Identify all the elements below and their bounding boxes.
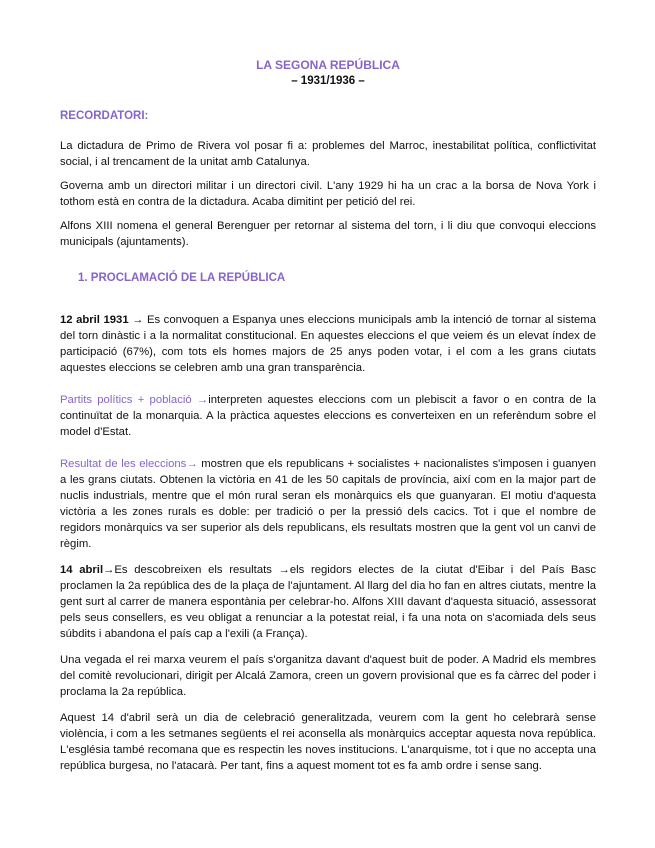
paragraph-lead-date: 14 abril [60, 564, 104, 576]
paragraph-body: interpreten aquestes eleccions com un plebiscit a favor o en contra de la continuïtat de la monarquia. A la pràctica aquestes eleccions es converteixen en un referèndum sobre el model d'Estat. [60, 394, 596, 438]
paragraph-lead-highlight: Resultat de les eleccions→ [60, 458, 198, 470]
recordatori-paragraph-3: Alfons XIII nomena el general Berenguer per retornar al sistema del torn, i li diu que convoqui eleccions municipals (ajuntaments). [60, 220, 596, 248]
section-heading-proclamacio: 1. PROCLAMACIÓ DE LA REPÚBLICA [78, 272, 286, 284]
paragraph-lead-highlight: Partits polítics + població → [60, 394, 209, 406]
recordatori-paragraph-1: La dictadura de Primo de Rivera vol posar fi a: problemes del Marroc, inestabilitat política, conflictivitat social, i al trencament de la unitat amb Catalunya. [60, 140, 596, 168]
recordatori-heading: RECORDATORI: [60, 110, 149, 122]
document-title: LA SEGONA REPÚBLICA [256, 58, 400, 72]
paragraph-body: →Es descobreixen els resultats →els regidors electes de la ciutat d'Eibar i del País Basc proclamen la 2a república des de la plaça de l'ajuntament. Al llarg del dia ho fan en altres ciutats, mentre la gent surt al carrer de manera espontània per celebrar-ho. Alfons XIII davant d'aquesta situació, assessorat pels seus consellers, es veu obligat a renunciar a la potestat reial, i fa una nota on s'acomiada dels seus súbdits i abandona el país cap a l'exili (a França). [60, 564, 597, 640]
paragraph-12-abril [60, 312, 596, 376]
paragraph-lead-date: 12 abril 1931 [60, 314, 129, 326]
paragraph-resultat-eleccions [60, 456, 596, 552]
recordatori-paragraph-2: Governa amb un directori militar i un directori civil. L'any 1929 hi ha un crac a la borsa de Nova York i tothom està en contra de la dictadura. Acaba dimitint per petició del rei. [60, 180, 596, 208]
paragraph-celebracio: Aquest 14 d'abril serà un dia de celebració generalitzada, veurem com la gent ho celebrarà sense violència, i com a les setmanes següents el rei aconsella als monàrquics acceptar aquesta nova república. L'església també recomana que es respectin les noves institucions. L'anarquisme, tot i que no accepta una república burgesa, no l'atacarà. Per tant, fins a aquest moment tot es fa amb ordre i sense sang. [60, 712, 596, 772]
paragraph-14-abril [60, 562, 596, 642]
paragraph-rei-marxa: Una vegada el rei marxa veurem el país s'organitza davant d'aquest buit de poder. A Madrid els membres del comitè revolucionari, dirigit per Alcalá Zamora, creen un govern provisional que es fa càrrec del poder i proclama la 2a república. [60, 654, 596, 698]
document-subtitle: – 1931/1936 – [291, 75, 365, 87]
paragraph-partits-politics [60, 392, 596, 440]
paragraph-body: → Es convoquen a Espanya unes eleccions municipals amb la intenció de tornar al sistema del torn dinàstic i a la normalitat constitucional. En aquestes eleccions el que veiem és un elevat índex de participació (67%), com tots els homes majors de 25 anys poden votar, i el com a les grans ciutats aquestes eleccions se celebren amb una gran transparència. [60, 314, 596, 374]
paragraph-body: mostren que els republicans + socialistes + nacionalistes s'imposen i guanyen a les grans ciutats. Obtenen la victòria en 41 de les 50 capitals de província, així com en la major part de nuclis industrials, mentre que el món rural seran els monàrquics els que guanyaran. El motiu d'aquesta victòria a les zones rurals es doble: per tradició o per la pressió dels cacics. Tot i que el nombre de regidors monàrquics va ser superior als dels republicans, els resultats mostren que la gent vol un canvi de règim. [60, 458, 596, 550]
